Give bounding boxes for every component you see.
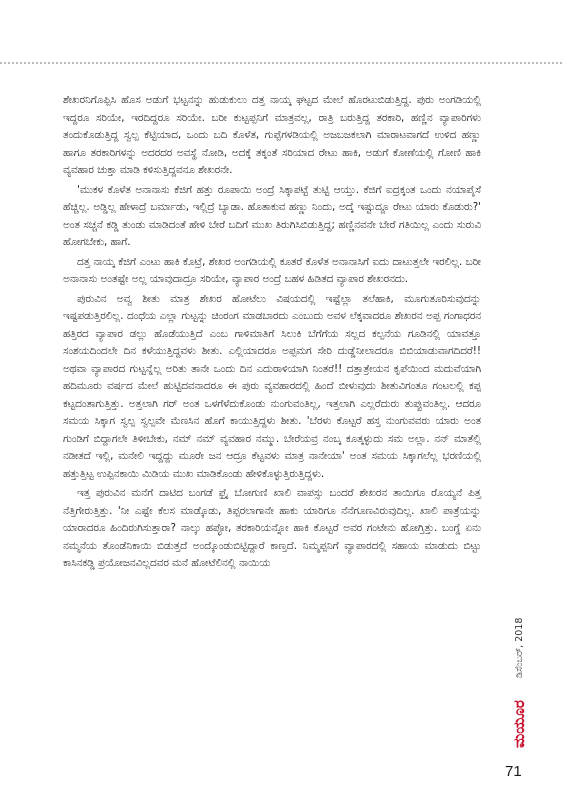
article-paragraph: ಶೇಖರನಿಗೊಪ್ಪಿಸಿ ಹೊಸ ಅಡುಗೆ ಭಟ್ಟನನ್ನು ಹುಡುಕುಲು ದತ್ತ ನಾಯ್ಕ ಘಟ್ಟದ ಮೇಲೆ ಹೊರಟುಬಿಡುತ್ತಿದ್ದ. ಪುರು ಅಂಗಡಿಯಲ್ಲಿ ಇದ್ದರೂ ಸರಿಯೇ, ಇರದಿದ್ದರೂ ಸರಿಯೇ. ಬರೀ ಕುಟ್ಟಪ್ಪನಿಗೆ ಮಾತ್ರವಲ್ಲ, ರಾತ್ರಿ ಬರುತ್ತಿದ್ದ ತರಕಾರಿ, ಹಣ್ಣಿನ ವ್ಯಾಪಾರಿಗಳು ತಂದುಕೊಡುತ್ತಿದ್ದ ಸ್ವಲ್ಪ ಕೆಟ್ಟಿಯಾದ, ಒಂದು ಬದಿ ಕೊಳೆತ, ಗುಪ್ಪೆಗಳಡಿಯಲ್ಲಿ ಅಜಬಜಕಲಾಗಿ ಮಾರಾಟವಾಗದೆ ಉಳಿದ ಹಣ್ಣು ಹಾಗೂ ತರಕಾರಿಗಳನ್ನು ಅದರದರ ಅವಸ್ಥೆ ನೋಡಿ, ಅದಕ್ಕೆ ತಕ್ಕಂತೆ ಸರಿಯಾದ ರೇಟು ಹಾಕಿ, ಅಡುಗೆ ಕೋಣೆಯಲ್ಲಿ ಗೋಣಿ ಹಾಕಿ ವ್ಯವಹಾರ ಚುಕ್ತಾ ಮಾಡಿ ಕಳಿಸುತ್ತಿದ್ದವನೂ ಶೇಖರನೇ. [63, 94, 481, 176]
article-paragraph: ಇತ್ತ ಪುರುವಿನ ಮನೆಗೆ ದಾಟಿದ ಬಂಗಡೆ ಫ್ರೈ ಬೋಗುಣಿ ಖಾಲಿ ವಾಪಸ್ಸು ಬಂದರೆ ಶೇಖರನ ತಾಯಿಗೂ ರೊಯ್ಯನೆ ಪಿತ್ತ ನೆತ್ತಿಗೇರುತ್ತಿತ್ತು. 'ನೀ ಎಷ್ಟೇ ಕೆಲಸ ಮಾಡ್ಕೊಡು, ತಿಪ್ಪರಲಾಗಾನೇ ಹಾಕು ಯಾರಿಗೂ ನೆನೆಗೂಣವಿರುವುದಿಲ್ಲ. ಖಾಲಿ ಪಾತ್ರೆಯನ್ನು ಯಾರಾದರೂ ಹಿಂದಿರುಗಿಸುತ್ತಾರಾ? ನಾಲ್ಕು ಹಪ್ಳೋ, ತರಕಾರಿಯನ್ನೋ ಹಾಕಿ ಕೊಟ್ಟರೆ ಅವರ ಗಂಟೇನು ಹೋಗ್ತಿತ್ತು. ಬಂಗ್ಡೆ ಏನು ನಮ್ಮನೆಯ ತೊಂಡೆನಿಕಾಯಿ ಬಿಡುತ್ತದೆ ಅಂದ್ಕೊಂಡುಬಿಟ್ಟಿದ್ದಾರೆ ಕಾಣ್ತದೆ. ನಿಮ್ಮಪ್ಪನಿಗೆ ವ್ಯಾಪಾರದಲ್ಲಿ ಸಹಾಯ ಮಾಡುದು ಬಿಟ್ಟು ಕಾಸಿನಕಡ್ಡಿ ಪ್ರಯೋಜನವಿಲ್ಲದವರ ಮನೆ ಹೋಟೆಲಿನಲ್ಲಿ ನಾಯಿಯ [63, 487, 481, 569]
magazine-logo: ಮಯೂರ [510, 700, 528, 748]
article-paragraph: ಪುರುವಿನ ಅವ್ವ ಶೀತು ಮಾತ್ರ ಶೇಖರ ಹೋಟೆಲು ವಿಷಯದಲ್ಲಿ ಇಷ್ಟೆಲ್ಲಾ ತಲೆಹಾಕಿ, ಮೂಗುತೂರಿಸುವುದನ್ನು ಇಷ್ಟಪಡುತ್ತಿರಲಿಲ್ಲ. ದಂಧೆಯ ಎಲ್ಲಾ ಗುಟ್ಟನ್ನು ಚಿಂರಂಗ ಮಾಡಬಾರದು ಎಂಬುದು ಅವಳ ಲೆಕ್ಕವಾದರೂ ಶೇಖರನ ಅಪ್ಪ ಗಂಗಾಧರನ ಹತ್ತಿರದ ವ್ಯಾಪಾರ ಡಲ್ಲು ಹೊಡೆಯುತ್ತಿದೆ ಎಂಬ ಗಾಳಿಮಾತಿಗೆ ಸಿಲುಕಿ ಬೆಗೆಗೆಯ ಸಲ್ಲದ ಕಲ್ಪನೆಯ ಗೂಡಿನಲ್ಲಿ ಯಾವತ್ತೂ ಸಂಶಯದಿಂದಲೇ ದಿನ ಕಳೆಯುತ್ತಿದ್ದವಳು ಶೀತು. ಎಲ್ಲಿಯಾದರೂ ಅಪ್ಪಮಗ ಸೇರಿ ದುಡ್ಡೆನೀಲಾದರೂ ಬಿಬಿಯಾಡುವಾಗದಿದರೆ!! ಅಥವಾ ವ್ಯಾಪಾರದ ಗುಟ್ಟನ್ನೆಲ್ಲ ಅರಿತು ತಾನೇ ಒಂದು ದಿನ ಎದುರಾಳಿಯಾಗಿ ನಿಂತರೆ!! ದತ್ತಾತ್ರೇಯನ ಕೃಪೆಯಿಂದ ಮದುವೆಯಾಗಿ ಹದಿಮೂರು ವರ್ಷದ ಮೇಲೆ ಹುಟ್ಟಿದವನಾದರೂ ಈ ಪುರು ವ್ಯವಹಾರದಲ್ಲಿ ಹಿಂದೆ ಬೀಳುವುದು ಶೀತುವಿಗಂತೂ ಗಂಟಲಲ್ಲಿ ಕಪ್ಪ ಕಟ್ಟದಂತಾಗುತ್ತಿತ್ತು. ಅತ್ತಲಾಗಿ ಗರ್ ಅಂತ ಒಳಗೆಳೆದುಕೊಂಡು ನುಂಗುವಂತಿಲ್ಲ, ಇತ್ತಲಾಗಿ ಎಲ್ಲರೆದುರು ತುಪ್ಪುವಂತಿಲ್ಲ. ಆದರೂ ಸಮಯ ಸಿಕ್ಕಾಗ ಸ್ವಲ್ಪ ಸ್ವಲ್ಪವೇ ಮೆಣಸಿನ ಹೊಗೆ ಕಾಯುತ್ತಿದ್ದಳು ಶೀತು. 'ಬೆರಳು ಕೊಟ್ಟರೆ ಹಸ್ತ ನುಂಗುವವರು ಯಾರು ಅಂತ ಗುಂಡಿಗೆ ಬಿದ್ದಾಗಲೇ ತಿಳೀಬೇಕು, ನಮ್ ನಮ್ ವ್ಯವಹಾರ ನಮ್ಮು. ಬೇರೆಯವ್ರ ನಂಬ್ಕ ಕೂತ್ಕಳ್ಳುದು ಸಮ ಅಲ್ಲಾ. ನನ್ ಮಾತೆಲ್ಲಿ ನಡೀತದೆ ಇಲ್ಲಿ, ಮನೇಲಿ ಇದ್ದದ್ದು ಮೂರೇ ಜನ ಆದ್ರೂ ಕೆಟ್ಟವಳು ಮಾತ್ರ ನಾನೇಯಾ' ಅಂತ ಸಮಯ ಸಿಕ್ಕಾಗಲೆಲ್ಲ ಭರಣಿಯಲ್ಲಿ ಹತ್ತುತ್ತಿಟ್ಟ ಉಪ್ಪಿನಕಾಯಿ ಮಿಡಿಯ ಮುಖ ಮಾಡಿಕೊಂಡು ಹೇಳಿಕೊಳ್ಳುತ್ತಿರುತ್ತಿದ್ದಳು. [63, 292, 481, 480]
article-paragraph: ದತ್ತ ನಾಯ್ಕ ಕೆಜಿಗೆ ಎಂಟು ಹಾಕಿ ಕೊಟ್ರೆ, ಶೇಖರ ಅಂಗಡಿಯಲ್ಲಿ ಕೂತರೆ ಕೊಳೆತ ಅನಾನಾಸಿಗೆ ಐದು ದಾಟುತ್ತಲೇ ಇರಲಿಲ್ಲ. ಬರೀ ಅನಾನಾಸು ಅಂತಷ್ಟೇ ಅಲ್ಲ ಯಾವುದಾದ್ರೂ ಸರಿಯೇ, ವ್ಯಾಪಾರ ಅಂದ್ರೆ ಬಹಳ ಹಿಡಿತದ ವ್ಯಾಪಾರ ಶೇಖರನದು. [63, 255, 481, 285]
page-margin-column [500, 570, 528, 755]
article-paragraph: 'ಮುಕಳ ಕೊಳೆತ ಅನಾನಾಸು ಕೆಜಿಗೆ ಹತ್ತು ರೂಪಾಯಿ ಅಂದ್ರೆ ಸಿಕ್ಕಾಪಟ್ಟೆ ತುಟ್ಟಿ ಆಯ್ತು. ಕೆಜಿಗೆ ಐದ್ರಕ್ಕಂತ ಒಂದು ನಯಾಪೈಸೆ ಹೆಚ್ಚಿಲ್ಲ. ಅಡ್ಡಿಲ್ಲ ಹೇಳಾದ್ರೆ ಬರ್ಮಾಡು, ಇಲ್ಲಿದ್ರೆ ಬ್ಯಾಡಾ. ಹೊತಾಕುವ ಹಣ್ಣು ನಿಂದು, ಅದ್ಕೆ ಇಷ್ಟುದ್ದೂ ರೇಟು ಯಾರು ಕೊಡುರು?' ಅಂತ ಸಚ್ಚನೆ ಕಡ್ಡಿ ತುಂಡು ಮಾಡಿದಂತೆ ಹೇಳಿ ಬೇರೆ ಬದಿಗೆ ಮುಖ ತಿರುಗಿಸಿಬಿಡುತ್ತಿದ್ದ; ಹಣ್ಣಿನವನೇ ಬೇರೆ ಗತಿಯಿಲ್ಲ ಎಂದು ಸುರುವಿ ಹೋಗಬೇಕು, ಹಾಗೆ. [63, 183, 481, 248]
top-dotted-rule [0, 62, 562, 64]
page-number: 71 [505, 763, 522, 780]
issue-date: ಡಿಸೆಂಬರ್, 2018 [514, 617, 525, 678]
article-body [63, 92, 481, 575]
